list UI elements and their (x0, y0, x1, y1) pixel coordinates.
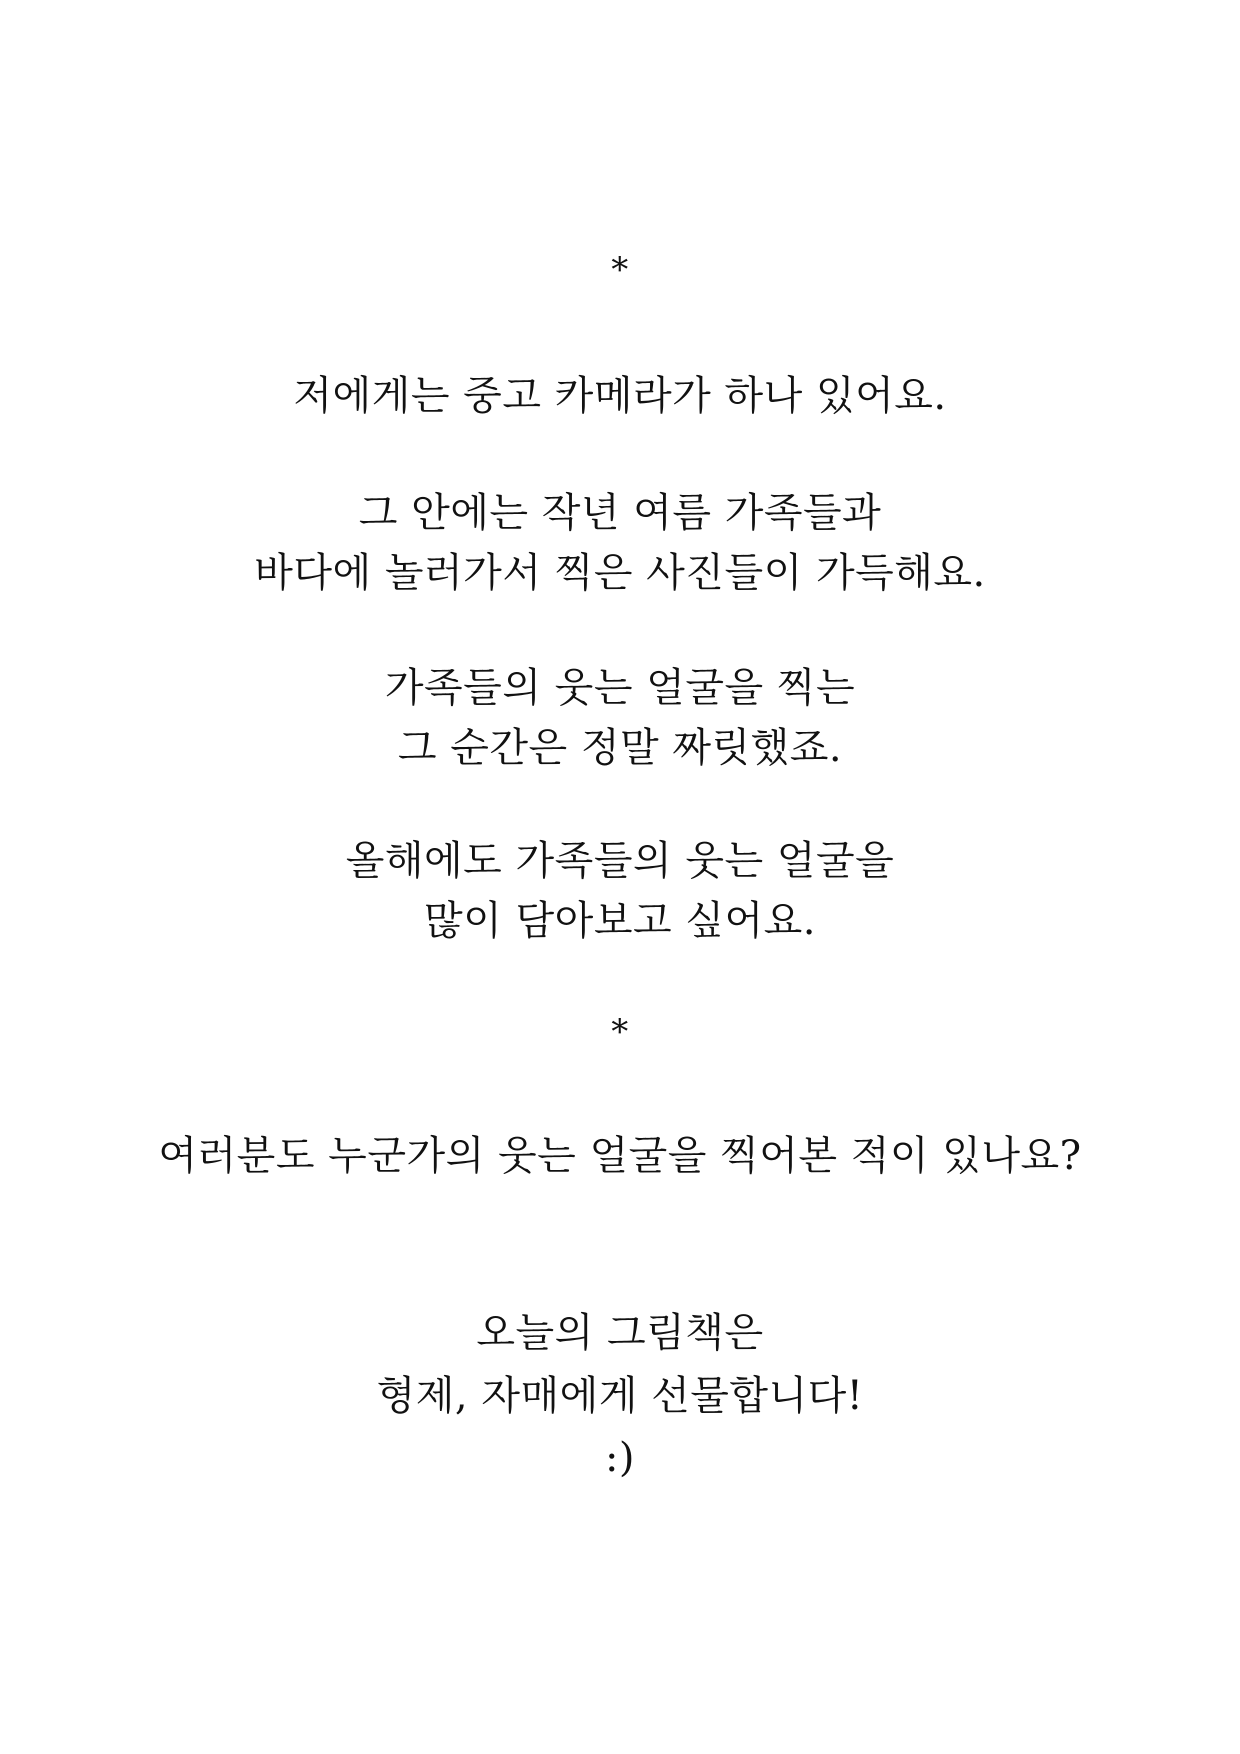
paragraph-this-year-line1: 올해에도 가족들의 웃는 얼굴을 (345, 838, 895, 884)
paragraph-smiles-line1: 가족들의 웃는 얼굴을 찍는 (384, 665, 856, 711)
asterisk-divider-top: * (611, 250, 629, 290)
asterisk-divider-middle: * (611, 1012, 629, 1052)
paragraph-camera: 저에게는 중고 카메라가 하나 있어요. (293, 373, 947, 419)
paragraph-summer-line2: 바다에 놀러가서 찍은 사진들이 가득해요. (254, 550, 986, 596)
paragraph-smiles-line2: 그 순간은 정말 짜릿했죠. (397, 725, 843, 771)
paragraph-summer-line1: 그 안에는 작년 여름 가족들과 (358, 490, 882, 536)
closing-smiley: :) (604, 1435, 636, 1481)
closing-line2: 형제, 자매에게 선물합니다! (376, 1373, 864, 1419)
paragraph-this-year-line2: 많이 담아보고 싶어요. (424, 898, 816, 944)
question-line: 여러분도 누군가의 웃는 얼굴을 찍어본 적이 있나요? (158, 1133, 1082, 1179)
closing-line1: 오늘의 그림책은 (476, 1310, 764, 1356)
